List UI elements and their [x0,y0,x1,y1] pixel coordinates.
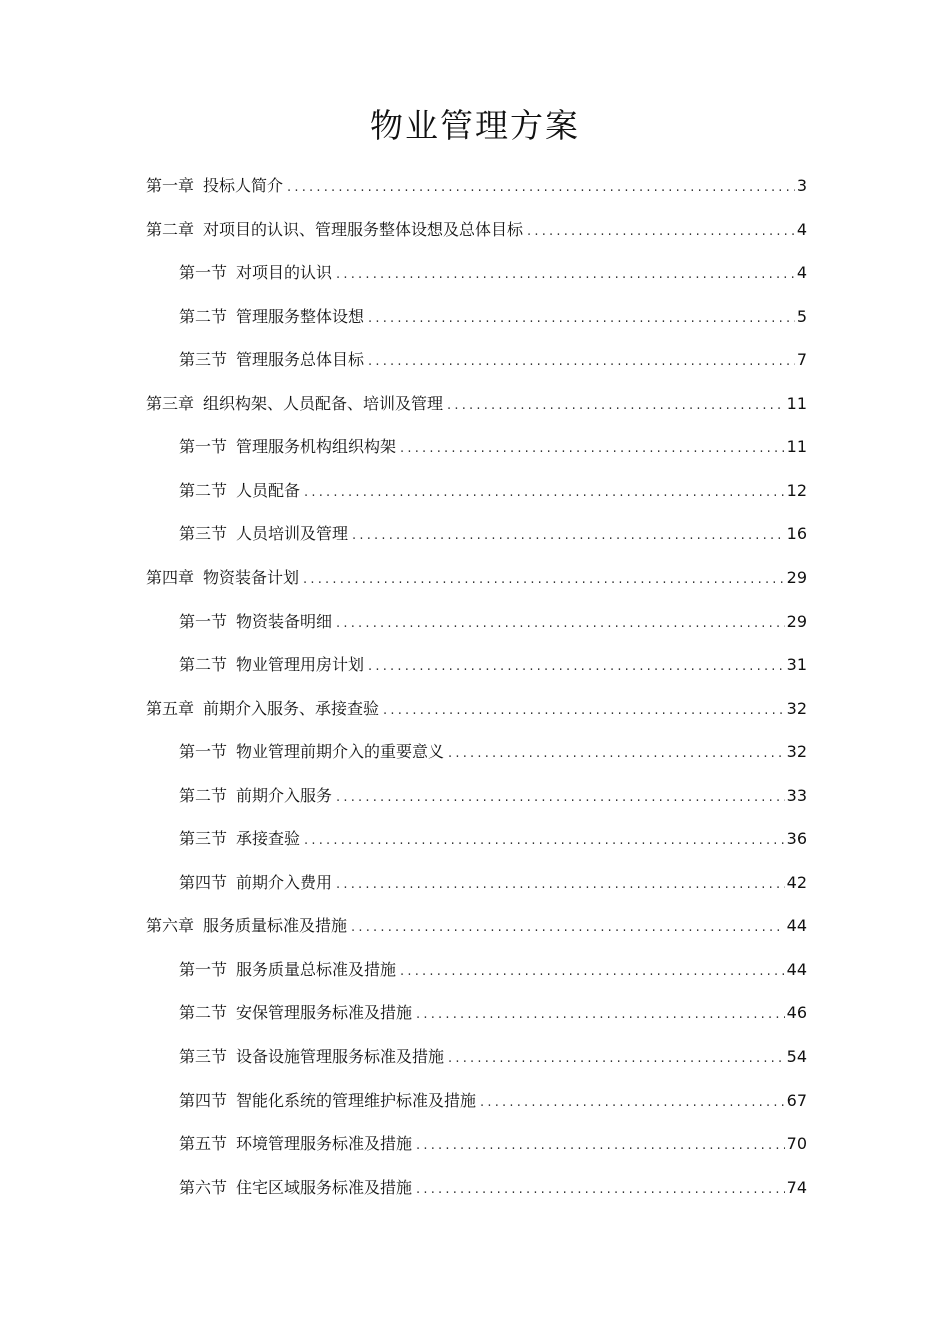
toc-dot-leader [336,609,785,639]
toc-entry-title: 物业管理用房计划 [236,655,365,674]
toc-dot-leader [287,173,795,203]
toc-entry-label [146,389,443,419]
toc-entry-14[interactable] [179,737,807,767]
toc-entry-title: 投标人简介 [203,176,284,195]
toc-entry-title: 物资装备明细 [236,612,333,631]
toc-entry-15[interactable] [179,781,807,811]
toc-entry-number: 第二节 [179,481,228,500]
toc-entry-label [146,563,299,593]
toc-entry-22[interactable] [179,1086,807,1116]
toc-entry-page-number: 29 [786,568,807,587]
toc-entry-page-number: 36 [786,829,807,848]
toc-entry-label [179,781,332,811]
toc-dot-leader [448,1044,785,1074]
toc-entry-number: 第二节 [179,655,228,674]
toc-entry-page-number: 54 [786,1047,807,1066]
toc-dot-leader [480,1088,785,1118]
toc-entry-page-number: 46 [786,1003,807,1022]
toc-entry-title: 人员培训及管理 [236,524,349,543]
toc-entry-title: 前期介入费用 [236,873,333,892]
toc-entry-number: 第三节 [179,350,228,369]
toc-entry-title: 人员配备 [236,481,301,500]
toc-dot-leader [368,347,795,377]
toc-entry-page-number: 44 [786,960,807,979]
toc-entry-number: 第一节 [179,437,228,456]
toc-entry-page-number: 33 [786,786,807,805]
toc-entry-2[interactable] [146,215,807,245]
toc-dot-leader [336,870,785,900]
toc-entry-label [146,694,379,724]
toc-entry-number: 第六节 [179,1178,228,1197]
toc-entry-23[interactable] [179,1129,807,1159]
toc-entry-page-number: 29 [786,612,807,631]
toc-entry-label [179,258,332,288]
toc-dot-leader [352,521,785,551]
toc-entry-21[interactable] [179,1042,807,1072]
toc-entry-title: 前期介入服务 [236,786,333,805]
toc-entry-page-number: 11 [786,394,807,413]
toc-entry-6[interactable] [146,389,807,419]
toc-entry-label [179,1042,444,1072]
toc-entry-page-number: 7 [796,350,807,369]
toc-entry-title: 服务质量标准及措施 [203,916,348,935]
toc-dot-leader [336,260,795,290]
toc-entry-label [179,1173,412,1203]
toc-dot-leader [447,391,785,421]
toc-dot-leader [400,434,785,464]
toc-entry-page-number: 11 [786,437,807,456]
toc-entry-label [146,911,347,941]
toc-entry-page-number: 5 [796,307,807,326]
toc-dot-leader [304,478,785,508]
toc-dot-leader [448,739,785,769]
toc-dot-leader [368,652,785,682]
toc-entry-5[interactable] [179,345,807,375]
toc-entry-1[interactable] [146,171,807,201]
toc-entry-13[interactable] [146,694,807,724]
toc-entry-label [179,1086,476,1116]
toc-entry-number: 第四章 [146,568,195,587]
toc-entry-label [179,607,332,637]
toc-entry-label [179,432,396,462]
toc-entry-label [179,1129,412,1159]
toc-entry-number: 第四节 [179,1091,228,1110]
toc-entry-4[interactable] [179,302,807,332]
toc-entry-number: 第一节 [179,612,228,631]
toc-entry-page-number: 32 [786,699,807,718]
toc-entry-title: 管理服务总体目标 [236,350,365,369]
toc-entry-title: 服务质量总标准及措施 [236,960,397,979]
toc-entry-number: 第二节 [179,786,228,805]
toc-entry-number: 第四节 [179,873,228,892]
document-title: 物业管理方案 [370,106,580,145]
toc-entry-page-number: 4 [796,220,807,239]
toc-entry-title: 前期介入服务、承接查验 [203,699,380,718]
toc-entry-19[interactable] [179,955,807,985]
toc-entry-label [179,955,396,985]
toc-dot-leader [368,304,795,334]
toc-entry-title: 环境管理服务标准及措施 [236,1134,413,1153]
toc-dot-leader [416,1131,785,1161]
toc-entry-number: 第二节 [179,1003,228,1022]
toc-entry-label [179,737,444,767]
toc-entry-number: 第一节 [179,742,228,761]
toc-dot-leader [416,1175,785,1205]
toc-entry-number: 第五节 [179,1134,228,1153]
toc-entry-title: 物业管理前期介入的重要意义 [236,742,445,761]
toc-entry-page-number: 70 [786,1134,807,1153]
toc-entry-title: 对项目的认识、管理服务整体设想及总体目标 [203,220,524,239]
toc-entry-9[interactable] [179,519,807,549]
toc-entry-label [179,824,300,854]
toc-entry-label [179,868,332,898]
toc-entry-number: 第三节 [179,524,228,543]
toc-entry-label [179,302,364,332]
toc-entry-24[interactable] [179,1173,807,1203]
toc-entry-title: 对项目的认识 [236,263,333,282]
toc-entry-10[interactable] [146,563,807,593]
toc-entry-label [179,519,348,549]
toc-entry-number: 第一节 [179,960,228,979]
toc-entry-label [179,998,412,1028]
toc-dot-leader [304,826,785,856]
toc-entry-16[interactable] [179,824,807,854]
toc-entry-number: 第三章 [146,394,195,413]
toc-entry-title: 住宅区域服务标准及措施 [236,1178,413,1197]
toc-dot-leader [527,217,795,247]
toc-entry-title: 组织构架、人员配备、培训及管理 [203,394,444,413]
toc-entry-number: 第二节 [179,307,228,326]
toc-entry-number: 第五章 [146,699,195,718]
toc-entry-title: 智能化系统的管理维护标准及措施 [236,1091,477,1110]
toc-entry-title: 安保管理服务标准及措施 [236,1003,413,1022]
toc-dot-leader [303,565,785,595]
toc-entry-page-number: 44 [786,916,807,935]
toc-entry-label [146,171,283,201]
toc-entry-12[interactable] [179,650,807,680]
toc-entry-20[interactable] [179,998,807,1028]
toc-entry-18[interactable] [146,911,807,941]
toc-entry-page-number: 12 [786,481,807,500]
toc-entry-number: 第二章 [146,220,195,239]
toc-entry-page-number: 31 [786,655,807,674]
toc-entry-page-number: 32 [786,742,807,761]
toc-dot-leader [383,696,785,726]
toc-entry-page-number: 4 [796,263,807,282]
toc-entry-label [179,476,300,506]
toc-entry-page-number: 3 [796,176,807,195]
toc-entry-title: 物资装备计划 [203,568,300,587]
toc-entry-page-number: 74 [786,1178,807,1197]
toc-entry-number: 第一节 [179,263,228,282]
toc-entry-title: 管理服务整体设想 [236,307,365,326]
toc-entry-page-number: 16 [786,524,807,543]
toc-dot-leader [351,913,785,943]
toc-entry-title: 承接查验 [236,829,301,848]
toc-entry-11[interactable] [179,607,807,637]
toc-entry-number: 第六章 [146,916,195,935]
toc-entry-17[interactable] [179,868,807,898]
toc-entry-page-number: 42 [786,873,807,892]
toc-entry-page-number: 67 [786,1091,807,1110]
toc-entry-label [179,345,364,375]
toc-entry-number: 第三节 [179,829,228,848]
toc-entry-8[interactable] [179,476,807,506]
toc-entry-number: 第三节 [179,1047,228,1066]
toc-entry-label [146,215,523,245]
toc-entry-number: 第一章 [146,176,195,195]
toc-dot-leader [400,957,785,987]
toc-entry-7[interactable] [179,432,807,462]
toc-entry-3[interactable] [179,258,807,288]
toc-dot-leader [416,1000,785,1030]
toc-entry-label [179,650,364,680]
toc-entry-title: 设备设施管理服务标准及措施 [236,1047,445,1066]
toc-dot-leader [336,783,785,813]
toc-entry-title: 管理服务机构组织构架 [236,437,397,456]
